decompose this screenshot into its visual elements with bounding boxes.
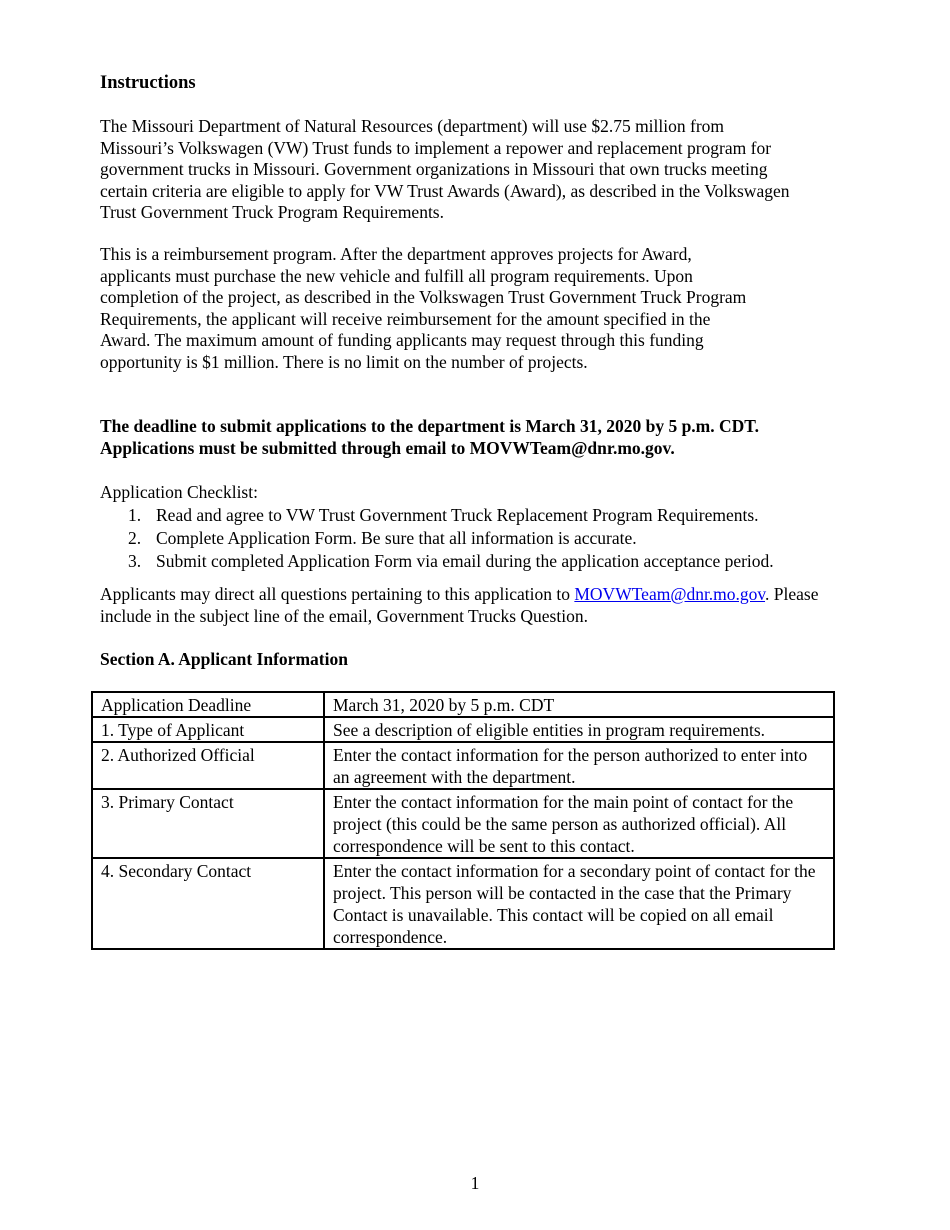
checklist-item-text: Read and agree to VW Trust Government Truck Replacement Program Requirements. (156, 505, 759, 525)
table-row (92, 692, 834, 717)
deadline-paragraph: The deadline to submit applications to the department is March 31, 2020 by 5 p.m. CDT. Applications must be submitted through email to MOVWTeam@dnr.mo.gov. (100, 416, 760, 458)
checklist-item (100, 527, 840, 550)
page-number: 1 (470, 1173, 480, 1193)
checklist-item-text: Submit completed Application Form via email during the application acceptance period. (156, 551, 774, 571)
email-link[interactable]: MOVWTeam@dnr.mo.gov (574, 584, 766, 604)
table-row (92, 742, 834, 789)
row-label: 1. Type of Applicant (92, 717, 324, 742)
checklist-item-text: Complete Application Form. Be sure that all information is accurate. (156, 528, 637, 548)
instructions-heading: Instructions (100, 73, 196, 93)
row-value: See a description of eligible entities in program requirements. (324, 717, 834, 742)
row-value: Enter the contact information for a secondary point of contact for the project. This person will be contacted in the case that the Primary Contact is unavailable. This contact will be copied on all email correspondence. (324, 858, 834, 949)
applicant-information-table (91, 691, 835, 950)
application-checklist (100, 504, 840, 573)
questions-paragraph (100, 584, 840, 627)
row-label: Application Deadline (92, 692, 324, 717)
row-value: Enter the contact information for the person authorized to enter into an agreement with the department. (324, 742, 834, 789)
checklist-item (100, 504, 840, 527)
checklist-item (100, 550, 840, 573)
reimbursement-paragraph: This is a reimbursement program. After the department approves projects for Award, applicants must purchase the new vehicle and fulfill all program requirements. Upon completion of the project, as described in the Volkswagen Trust Government Truck Program Requirements, the applicant will receive reimbursement for the amount specified in the Award. The maximum amount of funding applicants may request through this funding opportunity is $1 million. There is no limit on the number of projects. (100, 244, 747, 372)
checklist-item-number: 1. (128, 505, 142, 525)
checklist-item-number: 3. (128, 551, 142, 571)
table-row (92, 717, 834, 742)
checklist-title: Application Checklist: (100, 482, 258, 502)
row-label: 2. Authorized Official (92, 742, 324, 789)
table-row (92, 789, 834, 858)
questions-text-before: Applicants may direct all questions pertaining to this application to (100, 584, 575, 604)
intro-paragraph: The Missouri Department of Natural Resources (department) will use $2.75 million from Missouri’s Volkswagen (VW) Trust funds to implement a repower and replacement program for government trucks in Missouri. Government organizations in Missouri that own trucks meeting certain criteria are eligible to apply for VW Trust Awards (Award), as described in the Volkswagen Trust Government Truck Program Requirements. (100, 116, 790, 222)
row-value: March 31, 2020 by 5 p.m. CDT (324, 692, 834, 717)
checklist-item-number: 2. (128, 528, 142, 548)
table-row (92, 858, 834, 949)
section-a-title: Section A. Applicant Information (100, 649, 348, 669)
row-value: Enter the contact information for the main point of contact for the project (this could be the same person as authorized official). All correspondence will be sent to this contact. (324, 789, 834, 858)
row-label: 4. Secondary Contact (92, 858, 324, 949)
questions-text-after: . Please include in the subject line of the email, Government Trucks Question. (100, 584, 819, 626)
row-label: 3. Primary Contact (92, 789, 324, 858)
